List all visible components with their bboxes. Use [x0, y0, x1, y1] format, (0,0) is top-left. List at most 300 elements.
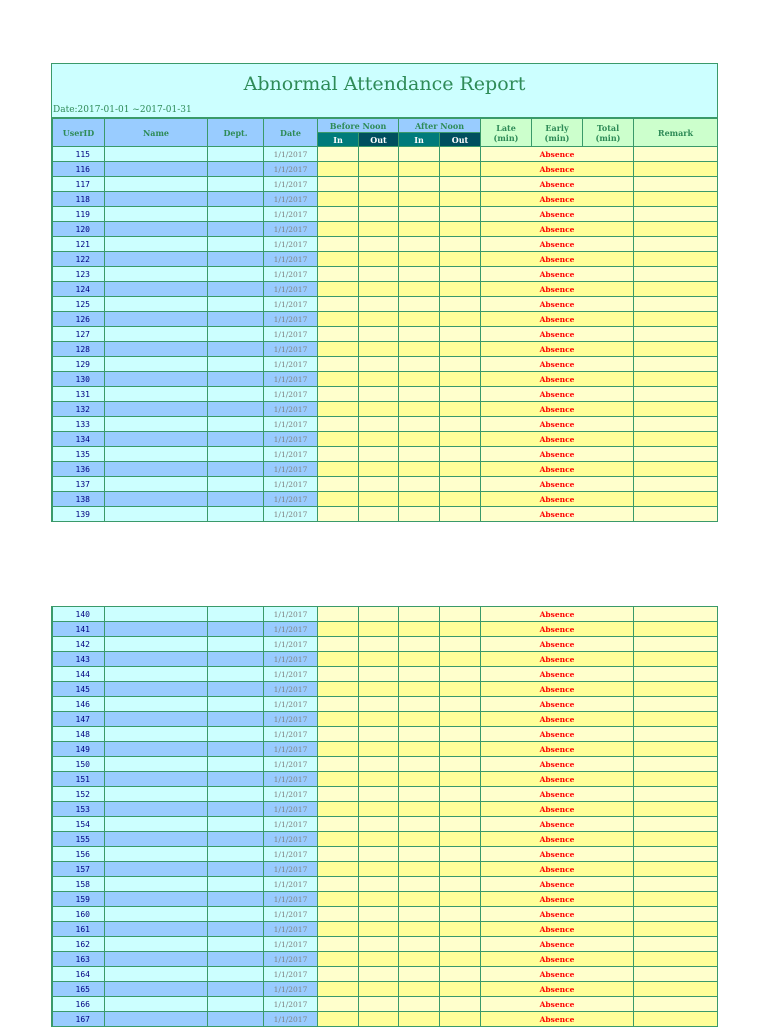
after-noon-in-cell — [399, 727, 440, 742]
remark-cell — [634, 237, 718, 252]
dept-cell — [208, 607, 264, 622]
table-row — [53, 207, 718, 222]
date-cell: 1/1/2017 — [264, 207, 318, 222]
after-noon-out-cell — [440, 847, 481, 862]
status-cell: Absence — [481, 967, 634, 982]
table-row — [53, 637, 718, 652]
before-noon-out-cell — [359, 892, 399, 907]
table-row — [53, 712, 718, 727]
before-noon-in-cell — [318, 297, 359, 312]
name-cell — [105, 922, 208, 937]
remark-cell — [634, 652, 718, 667]
status-cell: Absence — [481, 907, 634, 922]
name-cell — [105, 832, 208, 847]
name-cell — [105, 477, 208, 492]
userid-cell: 129 — [53, 357, 105, 372]
date-cell: 1/1/2017 — [264, 907, 318, 922]
after-noon-in-cell — [399, 462, 440, 477]
after-noon-out-cell — [440, 892, 481, 907]
after-noon-in-cell — [399, 357, 440, 372]
userid-cell: 126 — [53, 312, 105, 327]
before-noon-in-cell — [318, 697, 359, 712]
table-row — [53, 402, 718, 417]
before-noon-out-cell — [359, 477, 399, 492]
name-cell — [105, 652, 208, 667]
before-noon-in-cell — [318, 997, 359, 1012]
col-header-before-noon-in: In — [318, 133, 359, 147]
after-noon-in-cell — [399, 757, 440, 772]
after-noon-out-cell — [440, 997, 481, 1012]
after-noon-in-cell — [399, 207, 440, 222]
before-noon-out-cell — [359, 327, 399, 342]
dept-cell — [208, 652, 264, 667]
userid-cell: 153 — [53, 802, 105, 817]
after-noon-in-cell — [399, 447, 440, 462]
table-row — [53, 417, 718, 432]
date-cell: 1/1/2017 — [264, 147, 318, 162]
total-unit: (min) — [595, 132, 621, 143]
status-cell: Absence — [481, 162, 634, 177]
before-noon-out-cell — [359, 937, 399, 952]
table-row — [53, 327, 718, 342]
userid-cell: 120 — [53, 222, 105, 237]
before-noon-out-cell — [359, 607, 399, 622]
after-noon-out-cell — [440, 507, 481, 522]
remark-cell — [634, 712, 718, 727]
table-row — [53, 967, 718, 982]
status-cell: Absence — [481, 787, 634, 802]
dept-cell — [208, 742, 264, 757]
before-noon-out-cell — [359, 492, 399, 507]
after-noon-in-cell — [399, 297, 440, 312]
before-noon-in-cell — [318, 417, 359, 432]
before-noon-in-cell — [318, 402, 359, 417]
name-cell — [105, 682, 208, 697]
after-noon-in-cell — [399, 892, 440, 907]
userid-cell: 130 — [53, 372, 105, 387]
dept-cell — [208, 207, 264, 222]
date-cell: 1/1/2017 — [264, 297, 318, 312]
before-noon-in-cell — [318, 162, 359, 177]
dept-cell — [208, 907, 264, 922]
name-cell — [105, 282, 208, 297]
after-noon-out-cell — [440, 162, 481, 177]
table-row — [53, 222, 718, 237]
name-cell — [105, 937, 208, 952]
after-noon-in-cell — [399, 802, 440, 817]
userid-cell: 118 — [53, 192, 105, 207]
before-noon-out-cell — [359, 742, 399, 757]
userid-cell: 137 — [53, 477, 105, 492]
after-noon-out-cell — [440, 237, 481, 252]
name-cell — [105, 1012, 208, 1027]
table-row — [53, 907, 718, 922]
name-cell — [105, 637, 208, 652]
table-row — [53, 652, 718, 667]
after-noon-in-cell — [399, 492, 440, 507]
userid-cell: 142 — [53, 637, 105, 652]
status-cell: Absence — [481, 1012, 634, 1027]
after-noon-in-cell — [399, 742, 440, 757]
name-cell — [105, 237, 208, 252]
remark-cell — [634, 447, 718, 462]
name-cell — [105, 982, 208, 997]
table-row — [53, 342, 718, 357]
name-cell — [105, 862, 208, 877]
dept-cell — [208, 757, 264, 772]
table-row — [53, 877, 718, 892]
userid-cell: 148 — [53, 727, 105, 742]
userid-cell: 154 — [53, 817, 105, 832]
remark-cell — [634, 877, 718, 892]
before-noon-in-cell — [318, 372, 359, 387]
table-row — [53, 492, 718, 507]
col-header-before-noon-out: Out — [359, 133, 399, 147]
dept-cell — [208, 622, 264, 637]
after-noon-out-cell — [440, 327, 481, 342]
table-row — [53, 177, 718, 192]
table-row — [53, 847, 718, 862]
date-cell: 1/1/2017 — [264, 282, 318, 297]
remark-cell — [634, 207, 718, 222]
userid-cell: 166 — [53, 997, 105, 1012]
remark-cell — [634, 492, 718, 507]
date-cell: 1/1/2017 — [264, 177, 318, 192]
userid-cell: 133 — [53, 417, 105, 432]
status-cell: Absence — [481, 507, 634, 522]
name-cell — [105, 207, 208, 222]
after-noon-out-cell — [440, 787, 481, 802]
remark-cell — [634, 342, 718, 357]
userid-cell: 121 — [53, 237, 105, 252]
after-noon-out-cell — [440, 712, 481, 727]
before-noon-out-cell — [359, 982, 399, 997]
after-noon-in-cell — [399, 817, 440, 832]
dept-cell — [208, 447, 264, 462]
date-cell: 1/1/2017 — [264, 1012, 318, 1027]
remark-cell — [634, 462, 718, 477]
before-noon-out-cell — [359, 712, 399, 727]
status-cell: Absence — [481, 477, 634, 492]
after-noon-out-cell — [440, 312, 481, 327]
before-noon-in-cell — [318, 282, 359, 297]
dept-cell — [208, 417, 264, 432]
after-noon-in-cell — [399, 667, 440, 682]
before-noon-in-cell — [318, 237, 359, 252]
userid-cell: 119 — [53, 207, 105, 222]
table-row — [53, 237, 718, 252]
status-cell: Absence — [481, 952, 634, 967]
status-cell: Absence — [481, 222, 634, 237]
status-cell: Absence — [481, 192, 634, 207]
before-noon-in-cell — [318, 907, 359, 922]
dept-cell — [208, 862, 264, 877]
report-title: Abnormal Attendance Report — [243, 73, 526, 95]
before-noon-out-cell — [359, 207, 399, 222]
before-noon-in-cell — [318, 952, 359, 967]
name-cell — [105, 297, 208, 312]
status-cell: Absence — [481, 252, 634, 267]
remark-cell — [634, 327, 718, 342]
name-cell — [105, 177, 208, 192]
table-row — [53, 267, 718, 282]
dept-cell — [208, 432, 264, 447]
after-noon-out-cell — [440, 817, 481, 832]
after-noon-out-cell — [440, 447, 481, 462]
before-noon-in-cell — [318, 802, 359, 817]
remark-cell — [634, 892, 718, 907]
dept-cell — [208, 982, 264, 997]
before-noon-out-cell — [359, 922, 399, 937]
remark-cell — [634, 772, 718, 787]
date-cell: 1/1/2017 — [264, 327, 318, 342]
after-noon-out-cell — [440, 907, 481, 922]
col-header-total — [583, 119, 634, 147]
remark-cell — [634, 907, 718, 922]
col-header-early — [532, 119, 583, 147]
userid-cell: 124 — [53, 282, 105, 297]
before-noon-out-cell — [359, 432, 399, 447]
table-row — [53, 667, 718, 682]
dept-cell — [208, 492, 264, 507]
dept-cell — [208, 162, 264, 177]
date-cell: 1/1/2017 — [264, 697, 318, 712]
date-cell: 1/1/2017 — [264, 622, 318, 637]
col-header-userid: UserID — [53, 119, 105, 147]
remark-cell — [634, 967, 718, 982]
before-noon-in-cell — [318, 787, 359, 802]
date-cell: 1/1/2017 — [264, 507, 318, 522]
date-cell: 1/1/2017 — [264, 712, 318, 727]
after-noon-in-cell — [399, 607, 440, 622]
name-cell — [105, 162, 208, 177]
before-noon-in-cell — [318, 892, 359, 907]
userid-cell: 155 — [53, 832, 105, 847]
after-noon-out-cell — [440, 832, 481, 847]
dept-cell — [208, 877, 264, 892]
remark-cell — [634, 637, 718, 652]
before-noon-out-cell — [359, 967, 399, 982]
after-noon-in-cell — [399, 222, 440, 237]
userid-cell: 162 — [53, 937, 105, 952]
remark-cell — [634, 727, 718, 742]
dept-cell — [208, 667, 264, 682]
date-cell: 1/1/2017 — [264, 997, 318, 1012]
after-noon-in-cell — [399, 967, 440, 982]
before-noon-out-cell — [359, 907, 399, 922]
table-row — [53, 982, 718, 997]
before-noon-out-cell — [359, 312, 399, 327]
date-cell: 1/1/2017 — [264, 877, 318, 892]
attendance-table-2 — [52, 606, 718, 1027]
after-noon-in-cell — [399, 432, 440, 447]
before-noon-out-cell — [359, 237, 399, 252]
after-noon-in-cell — [399, 697, 440, 712]
name-cell — [105, 622, 208, 637]
col-header-date: Date — [264, 119, 318, 147]
remark-cell — [634, 607, 718, 622]
after-noon-in-cell — [399, 862, 440, 877]
status-cell: Absence — [481, 712, 634, 727]
userid-cell: 164 — [53, 967, 105, 982]
userid-cell: 160 — [53, 907, 105, 922]
after-noon-in-cell — [399, 177, 440, 192]
userid-cell: 132 — [53, 402, 105, 417]
before-noon-out-cell — [359, 997, 399, 1012]
remark-cell — [634, 922, 718, 937]
status-cell: Absence — [481, 937, 634, 952]
before-noon-in-cell — [318, 607, 359, 622]
status-cell: Absence — [481, 267, 634, 282]
col-header-remark: Remark — [634, 119, 718, 147]
dept-cell — [208, 267, 264, 282]
dept-cell — [208, 297, 264, 312]
name-cell — [105, 357, 208, 372]
after-noon-out-cell — [440, 192, 481, 207]
before-noon-in-cell — [318, 432, 359, 447]
after-noon-in-cell — [399, 937, 440, 952]
before-noon-in-cell — [318, 772, 359, 787]
status-cell: Absence — [481, 492, 634, 507]
after-noon-in-cell — [399, 832, 440, 847]
remark-cell — [634, 1012, 718, 1027]
status-cell: Absence — [481, 757, 634, 772]
after-noon-out-cell — [440, 967, 481, 982]
after-noon-in-cell — [399, 402, 440, 417]
table-row — [53, 952, 718, 967]
after-noon-out-cell — [440, 607, 481, 622]
name-cell — [105, 712, 208, 727]
status-cell: Absence — [481, 207, 634, 222]
before-noon-in-cell — [318, 637, 359, 652]
userid-cell: 140 — [53, 607, 105, 622]
dept-cell — [208, 787, 264, 802]
after-noon-out-cell — [440, 282, 481, 297]
before-noon-in-cell — [318, 177, 359, 192]
before-noon-out-cell — [359, 342, 399, 357]
userid-cell: 159 — [53, 892, 105, 907]
before-noon-in-cell — [318, 477, 359, 492]
name-cell — [105, 447, 208, 462]
status-cell: Absence — [481, 372, 634, 387]
before-noon-out-cell — [359, 667, 399, 682]
remark-cell — [634, 697, 718, 712]
status-cell: Absence — [481, 682, 634, 697]
userid-cell: 115 — [53, 147, 105, 162]
date-cell: 1/1/2017 — [264, 817, 318, 832]
before-noon-in-cell — [318, 312, 359, 327]
after-noon-in-cell — [399, 952, 440, 967]
remark-cell — [634, 622, 718, 637]
col-header-after-noon-out: Out — [440, 133, 481, 147]
userid-cell: 157 — [53, 862, 105, 877]
before-noon-in-cell — [318, 727, 359, 742]
dept-cell — [208, 922, 264, 937]
table-row — [53, 817, 718, 832]
before-noon-out-cell — [359, 802, 399, 817]
name-cell — [105, 907, 208, 922]
after-noon-out-cell — [440, 1012, 481, 1027]
date-cell: 1/1/2017 — [264, 237, 318, 252]
before-noon-out-cell — [359, 372, 399, 387]
after-noon-in-cell — [399, 652, 440, 667]
after-noon-out-cell — [440, 267, 481, 282]
name-cell — [105, 877, 208, 892]
dept-cell — [208, 1012, 264, 1027]
date-cell: 1/1/2017 — [264, 402, 318, 417]
before-noon-out-cell — [359, 387, 399, 402]
name-cell — [105, 192, 208, 207]
status-cell: Absence — [481, 997, 634, 1012]
date-cell: 1/1/2017 — [264, 832, 318, 847]
after-noon-out-cell — [440, 417, 481, 432]
after-noon-out-cell — [440, 147, 481, 162]
after-noon-in-cell — [399, 712, 440, 727]
status-cell: Absence — [481, 847, 634, 862]
after-noon-out-cell — [440, 742, 481, 757]
after-noon-out-cell — [440, 727, 481, 742]
name-cell — [105, 607, 208, 622]
userid-cell: 122 — [53, 252, 105, 267]
name-cell — [105, 772, 208, 787]
after-noon-out-cell — [440, 982, 481, 997]
after-noon-out-cell — [440, 862, 481, 877]
before-noon-out-cell — [359, 832, 399, 847]
remark-cell — [634, 402, 718, 417]
before-noon-in-cell — [318, 207, 359, 222]
name-cell — [105, 387, 208, 402]
remark-cell — [634, 832, 718, 847]
dept-cell — [208, 237, 264, 252]
remark-cell — [634, 982, 718, 997]
table-row — [53, 607, 718, 622]
before-noon-in-cell — [318, 327, 359, 342]
name-cell — [105, 787, 208, 802]
col-header-after-noon: After Noon — [399, 119, 481, 133]
status-cell: Absence — [481, 297, 634, 312]
table-row — [53, 297, 718, 312]
userid-cell: 141 — [53, 622, 105, 637]
after-noon-out-cell — [440, 922, 481, 937]
date-cell: 1/1/2017 — [264, 757, 318, 772]
remark-cell — [634, 252, 718, 267]
userid-cell: 146 — [53, 697, 105, 712]
before-noon-out-cell — [359, 267, 399, 282]
name-cell — [105, 847, 208, 862]
status-cell: Absence — [481, 862, 634, 877]
dept-cell — [208, 507, 264, 522]
table-row — [53, 787, 718, 802]
after-noon-in-cell — [399, 997, 440, 1012]
before-noon-in-cell — [318, 922, 359, 937]
before-noon-in-cell — [318, 447, 359, 462]
after-noon-in-cell — [399, 267, 440, 282]
after-noon-in-cell — [399, 1012, 440, 1027]
dept-cell — [208, 712, 264, 727]
dept-cell — [208, 637, 264, 652]
status-cell: Absence — [481, 622, 634, 637]
after-noon-out-cell — [440, 802, 481, 817]
table-row — [53, 447, 718, 462]
before-noon-out-cell — [359, 862, 399, 877]
name-cell — [105, 892, 208, 907]
before-noon-out-cell — [359, 772, 399, 787]
before-noon-out-cell — [359, 162, 399, 177]
before-noon-in-cell — [318, 267, 359, 282]
status-cell: Absence — [481, 342, 634, 357]
after-noon-in-cell — [399, 847, 440, 862]
after-noon-out-cell — [440, 937, 481, 952]
